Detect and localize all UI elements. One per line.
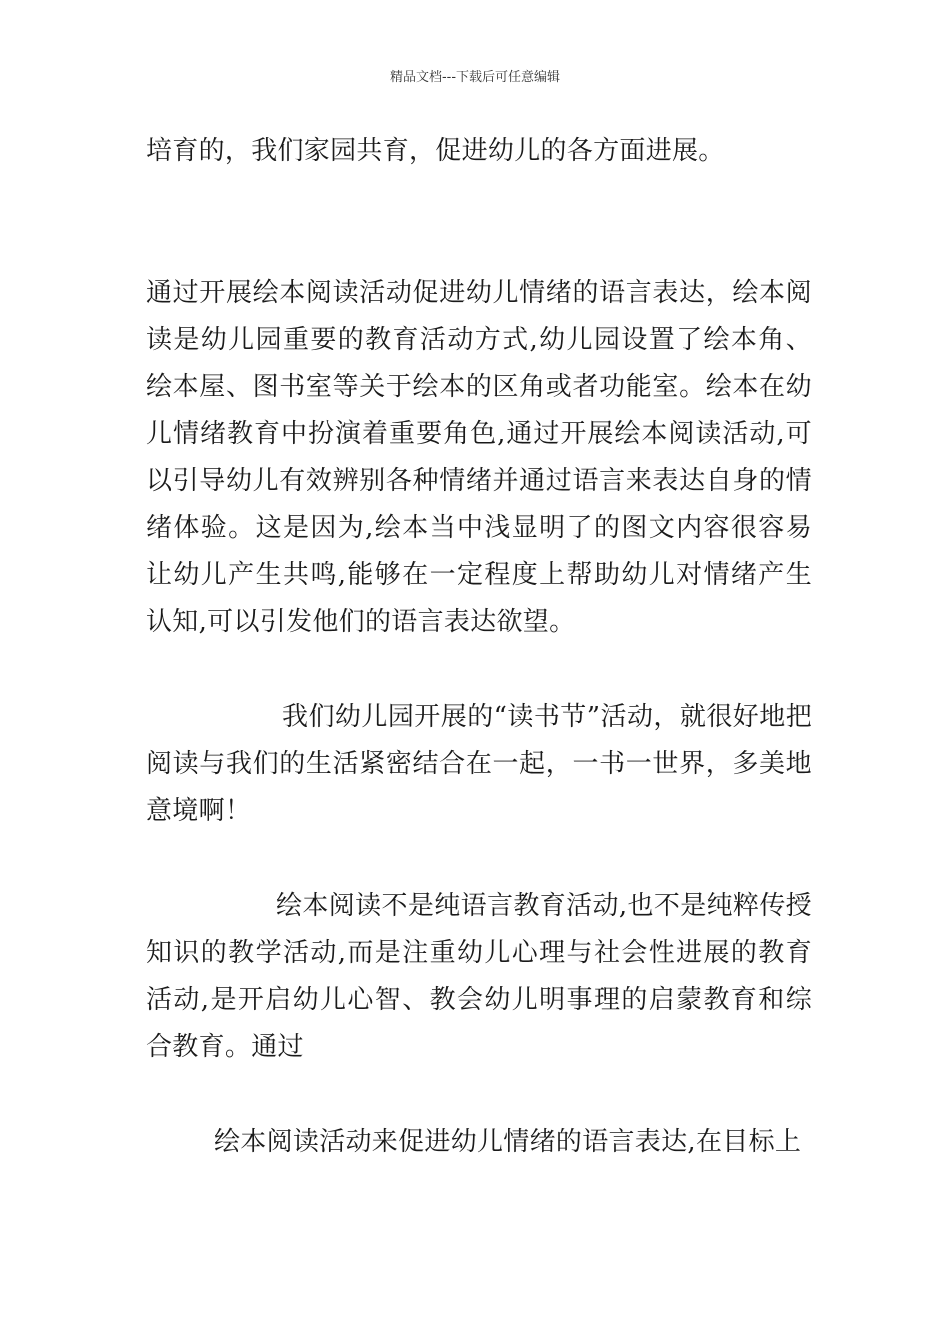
paragraph-2: 通过开展绘本阅读活动促进幼儿情绪的语言表达，绘本阅读是幼儿园重要的教育活动方式,幼儿园设置了绘本角、绘本屋、图书室等关于绘本的区角或者功能室。绘本在幼儿情绪教育中扮演着重要角色,通过开展绘本阅读活动,可以引导幼儿有效辨别各种情绪并通过语言来表达自身的情绪体验。这是因为,绘本当中浅显明了的图文内容很容易让幼儿产生共鸣,能够在一定程度上帮助幼儿对情绪产生认知,可以引发他们的语言表达欲望。 [146,278,812,637]
paragraph-5: 绘本阅读活动来促进幼儿情绪的语言表达,在目标上 [214,1127,802,1157]
paragraph-1: 培育的，我们家园共育，促进幼儿的各方面进展。 [146,136,725,166]
document-body [146,128,812,1166]
paragraph-3: 我们幼儿园开展的“读书节”活动，就很好地把阅读与我们的生活紧密结合在一起，一书一世界，多美地意境啊！ [146,702,812,826]
paragraph-4: 绘本阅读不是纯语言教育活动,也不是纯粹传授知识的教学活动,而是注重幼儿心理与社会性进展的教育活动,是开启幼儿心智、教会幼儿明事理的启蒙教育和综合教育。通过 [146,891,812,1062]
page-header: 精品文档---下载后可任意编辑 [389,70,561,85]
